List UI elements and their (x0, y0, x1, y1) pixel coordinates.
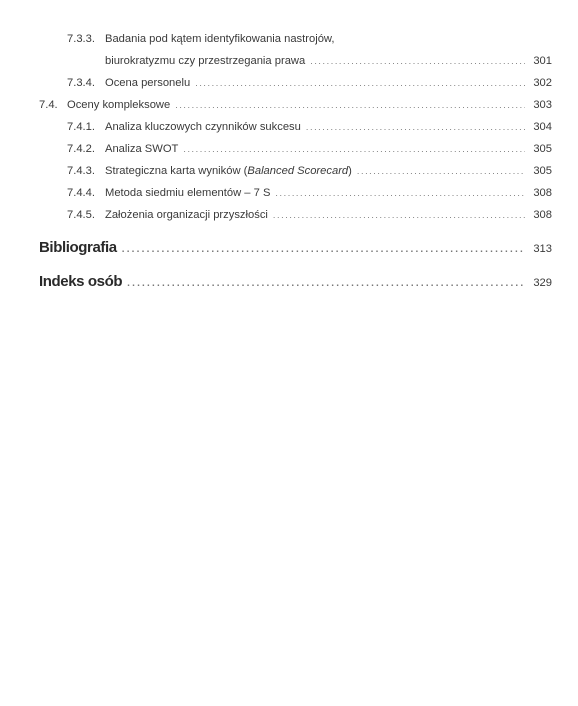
toc-entry-title (105, 165, 352, 177)
toc-entry-title: Założenia organizacji przyszłości (105, 209, 268, 221)
toc-entry-page: 305 (533, 165, 552, 177)
toc-entry-title: Analiza kluczowych czynników sukcesu (105, 121, 301, 133)
toc-entry-page: 308 (533, 187, 552, 199)
toc-title-italic: Balanced Scorecard (247, 165, 349, 177)
toc-entry-7-4-1 (67, 121, 552, 139)
toc-entry-title: Ocena personelu (105, 77, 191, 89)
toc-entry-page: 303 (533, 99, 552, 111)
dot-leader (273, 210, 525, 220)
dot-leader (122, 244, 525, 255)
toc-entry-number: 7.3.4. (67, 77, 95, 89)
toc-entry-number: 7.4.3. (67, 165, 95, 177)
toc-entry-page: 305 (533, 143, 552, 155)
dot-leader (195, 78, 525, 88)
toc-entry-7-4-4 (67, 187, 552, 205)
toc-title-text: ) (348, 165, 352, 177)
toc-entry-7-3-4 (67, 77, 552, 95)
toc-entry-page: 308 (533, 209, 552, 221)
toc-entry-7-3-3 (67, 33, 527, 51)
toc-entry-page: 301 (533, 55, 552, 67)
dot-leader (306, 122, 525, 132)
toc-chapter-indeks-osob (39, 273, 552, 295)
toc-entry-number: 7.3.3. (67, 33, 95, 45)
toc-chapter-title: Indeks osób (39, 273, 123, 290)
toc-entry-number: 7.4.2. (67, 143, 95, 155)
toc-entry-number: 7.4.5. (67, 209, 95, 221)
toc-entry-title: Analiza SWOT (105, 143, 179, 155)
toc-entry-7-3-3-continued (105, 55, 552, 73)
dot-leader (275, 188, 525, 198)
toc-entry-title: Metoda siedmiu elementów – 7 S (105, 187, 271, 199)
toc-entry-7-4-3 (67, 165, 552, 183)
toc-entry-7-4-2 (67, 143, 552, 161)
toc-entry-number: 7.4.1. (67, 121, 95, 133)
toc-chapter-page: 329 (533, 277, 552, 289)
dot-leader (175, 100, 525, 110)
toc-chapter-bibliografia (39, 239, 552, 261)
dot-leader (183, 144, 525, 154)
toc-entry-number: 7.4. (39, 99, 58, 111)
toc-entry-number: 7.4.4. (67, 187, 95, 199)
toc-entry-page: 302 (533, 77, 552, 89)
toc-entry-title: biurokratyzmu czy przestrzegania prawa (105, 55, 306, 67)
toc-entry-7-4-5 (67, 209, 552, 227)
toc-entry-title: Badania pod kątem identyfikowania nastrojów, (105, 33, 335, 45)
toc-entry-7-4 (39, 99, 552, 117)
dot-leader (127, 278, 525, 289)
toc-title-text: Strategiczna karta wyników ( (105, 165, 248, 177)
toc-entry-page: 304 (533, 121, 552, 133)
toc-chapter-page: 313 (533, 243, 552, 255)
toc-entry-title: Oceny kompleksowe (67, 99, 171, 111)
toc-chapter-title: Bibliografia (39, 239, 117, 256)
dot-leader (310, 56, 525, 66)
dot-leader (357, 166, 525, 176)
